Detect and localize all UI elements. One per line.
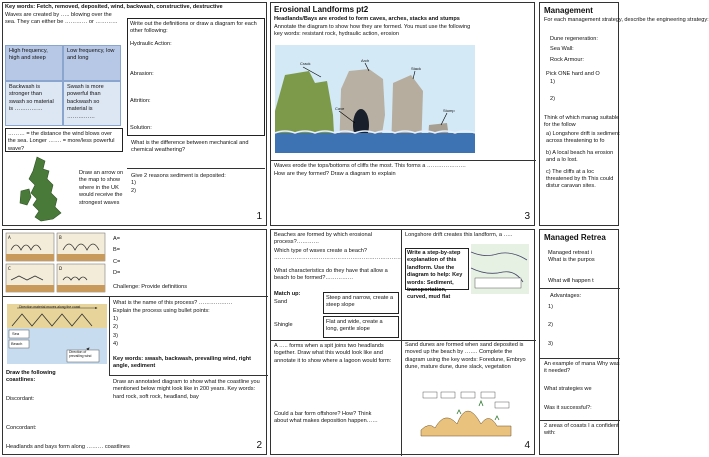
svg-text:A: A	[8, 235, 11, 240]
p2-explain: Explain the process using bullet points:	[113, 308, 210, 314]
p6-lines	[548, 250, 595, 265]
p3-divider	[271, 160, 536, 161]
p4-bar: Could a bar form offshore? How? Think about what makes deposition happen……	[274, 411, 378, 425]
p5-item-1: Dune regeneration:	[550, 36, 598, 42]
p4-ld-task-text: Write a step-by-step explanation of this landform. Use the diagram to help: Key words: Sediment, transportation, curved, mud flat	[407, 250, 463, 301]
p4-vdivider-top	[401, 230, 402, 340]
p4-spit: A ….. forms when a spit joins two headlands together. Draw what this would look like and annotate it to show where a lagoon would form:	[274, 343, 392, 364]
panel-1-waves	[2, 2, 267, 226]
p5-items	[550, 36, 598, 64]
p6-success: Was it successful?:	[544, 405, 592, 411]
p6-divider-1	[540, 288, 620, 289]
p2-discordant: Discordant:	[6, 396, 35, 402]
spit-map-image	[471, 244, 529, 294]
p6-areas: 2 areas of coasts I a confident with:	[544, 423, 619, 437]
sand-dune-diagram	[421, 390, 511, 438]
panel-4-deposition	[270, 229, 535, 455]
p2-process-q: What is the name of this process? ………………	[113, 300, 233, 306]
p2-bullet-4: 4)	[113, 341, 118, 348]
p2-bullets	[113, 316, 118, 349]
p2-challenge: Challenge: Provide definitions	[113, 284, 188, 290]
p1-table-r1c2: Low frequency, low and long	[63, 45, 121, 81]
p2-label-direction: Direction material moves along the coast	[19, 305, 81, 309]
p1-attrition: Attrition:	[130, 98, 151, 104]
p4-dunes-text: Sand dunes are formed when sand deposited is moved up the beach by ……. Complete the diagram using the key words: Foredune, Embryo dune, mature dune, dune slack, vegetation	[405, 342, 526, 371]
p2-keywords: Key words: swash, backwash, prevailing wind, right angle, sediment	[113, 356, 252, 370]
p6-example: An example of mana Why was it needed?	[544, 361, 620, 375]
p1-solution: Solution:	[130, 125, 152, 131]
panel-3-erosional	[270, 2, 535, 226]
p5-pick-2: 2)	[550, 96, 555, 103]
p6-adv-2: 2)	[548, 322, 553, 329]
wave-sketches-image	[5, 232, 107, 294]
p2-label-prevailing: Direction of prevailing wind	[69, 350, 92, 358]
p6-line-1: Managed retreat i	[548, 250, 592, 256]
p6-adv-items	[548, 304, 553, 348]
p5-abc	[546, 131, 620, 191]
p5-intro: For each management strategy, describe the engineering strategy:	[544, 17, 709, 23]
p4-divider	[271, 340, 536, 341]
p2-d: D=	[113, 270, 121, 277]
p6-divider-2	[540, 358, 620, 359]
svg-text:B: B	[59, 235, 62, 240]
p1-intro: Waves are created by ….. blowing over the sea. They can either be ………… or …………	[5, 12, 118, 26]
p6-divider-3	[540, 420, 620, 421]
panel-3-number: 3	[524, 210, 530, 222]
panel-2-longshore	[2, 229, 267, 455]
p1-hydraulic: Hydraulic Action:	[130, 41, 172, 47]
p4-ld-task	[405, 248, 469, 301]
p6-title: Managed Retrea	[544, 233, 606, 242]
p1-divider	[127, 168, 265, 169]
p6-adv-1: 1)	[548, 304, 553, 310]
p5-a: a) Longshore drift is sediment across threatening to fo	[546, 131, 620, 145]
p6-happen: What will happen t	[548, 278, 594, 284]
p5-title: Management	[544, 6, 593, 15]
uk-map-image	[17, 155, 67, 225]
p3-bottom-2: How are they formed? Draw a diagram to explain	[274, 171, 396, 177]
p4-q2: Which type of waves create a beach? ……………………………………………………………	[274, 248, 403, 262]
svg-text:D: D	[59, 266, 63, 271]
p2-c: C=	[113, 258, 121, 265]
p4-q3: What characteristics do they have that allow a beach to be formed?……………	[274, 268, 388, 282]
p5-pick: Pick ONE hard and O	[546, 71, 600, 77]
p2-vdivider	[109, 296, 110, 376]
p4-shingle: Shingle	[274, 322, 293, 328]
p4-dunes	[405, 342, 533, 372]
panel-1-number: 1	[256, 210, 262, 222]
p6-strategies: What strategies we	[544, 386, 592, 392]
p3-instruction: Annotate the diagram to show how they are formed. You must use the following key words: resistant rock, hydraulic action, erosion	[274, 24, 471, 38]
p5-item-2: Sea Wall:	[550, 46, 574, 53]
p5-c: c) The cliffs at a loc threatened by th This could distur caravan sites.	[546, 168, 614, 190]
panel-2-number: 2	[256, 439, 262, 451]
p1-table-r2c2: Swash is more powerful than backwash so material is ……………	[63, 81, 121, 126]
p2-b: B=	[113, 247, 120, 254]
p6-line-2: What is the purpos	[548, 257, 595, 264]
svg-text:C: C	[8, 266, 11, 271]
p2-bullet-1: 1)	[113, 316, 118, 322]
p2-concordant: Concordant:	[6, 425, 37, 431]
p2-headlands: Headlands and bays form along ……… coastlines	[6, 444, 130, 450]
p4-vdivider-bottom	[401, 340, 402, 456]
p5-item-3: Rock Armour:	[550, 56, 584, 63]
p4-match: Match up:	[274, 291, 301, 297]
p6-adv: Advantages:	[550, 293, 582, 299]
p2-annotated: Draw an annotated diagram to show what the coastline you mentioned below might look like in 200 years. Key words: hard rock, soft rock, headland, bay	[113, 379, 260, 400]
p1-abrasion: Abrasion:	[130, 71, 154, 77]
p1-difference: What is the difference between mechanical and chemical weathering?	[131, 140, 249, 154]
p4-sand: Sand	[274, 299, 288, 305]
p4-q1: Beaches are formed by which erosional process?…………	[274, 232, 372, 246]
p5-pick-1: 1)	[550, 79, 555, 85]
p2-draw-following: Draw the following coastlines:	[6, 370, 56, 384]
p4-opt2: Flat and wide, create a long, gentle slope	[323, 316, 399, 338]
p1-arrow-task: Draw an arrow on the map to show where in the UK would receive the strongest waves	[79, 170, 124, 206]
p1-reasons: Give 2 reasons sediment is deposited: 1) 2)	[131, 173, 226, 194]
p2-a: A=	[113, 236, 120, 242]
panel-6-managed-retreat	[539, 229, 619, 455]
p4-ld: Longshore drift creates this landform, a …..	[405, 232, 513, 238]
p3-label-cave: Cave	[335, 106, 345, 111]
p3-label-crack: Crack	[300, 61, 311, 66]
p1-keywords: Key words: Fetch, removed, deposited, wind, backwash, constructive, destructive	[5, 4, 223, 10]
p3-bottom-1: Waves erode the tops/bottoms of cliffs the most. This forms a …………………	[274, 163, 467, 169]
p1-table-r2c1: Backwash is stronger than swash so material is ……………	[5, 81, 63, 126]
p1-fetch: ……… = the distance the wind blows over the sea. Longer ……. = more/less powerful wave?	[5, 128, 123, 152]
p3-subtitle: Headlands/Bays are eroded to form caves, arches, stacks and stumps	[274, 16, 460, 22]
p1-definitions-box	[127, 18, 265, 136]
panel-4-number: 4	[524, 439, 530, 451]
p4-opt1: Steep and narrow, create a steep slope	[323, 292, 399, 314]
p1-table-r1c1: High frequency, high and steep	[5, 45, 63, 81]
p2-abc	[113, 236, 120, 278]
p2-divider-top	[3, 296, 268, 297]
p5-b: b) A local beach ha erosion and a lo lost.	[546, 149, 614, 164]
p2-bullet-3: 3)	[113, 332, 118, 339]
p5-pick-items	[550, 79, 555, 104]
p2-bullet-2: 2)	[113, 324, 118, 331]
p3-label-stump: Stump	[443, 108, 455, 113]
p3-label-stack: Stack	[411, 66, 422, 71]
p5-think: Think of which manag suitable for the follow	[544, 115, 620, 129]
panel-5-management	[539, 2, 709, 226]
p1-definitions-heading: Write out the definitions or draw a diagram for each other following:	[130, 21, 257, 35]
p2-divider-mid	[109, 375, 268, 376]
p2-label-sea: Sea	[12, 331, 20, 336]
p3-title: Erosional Landforms pt2	[274, 5, 369, 14]
p2-label-beach: Beach	[11, 341, 23, 346]
p3-label-arch: Arch	[361, 58, 370, 63]
p6-adv-3: 3)	[548, 340, 553, 347]
